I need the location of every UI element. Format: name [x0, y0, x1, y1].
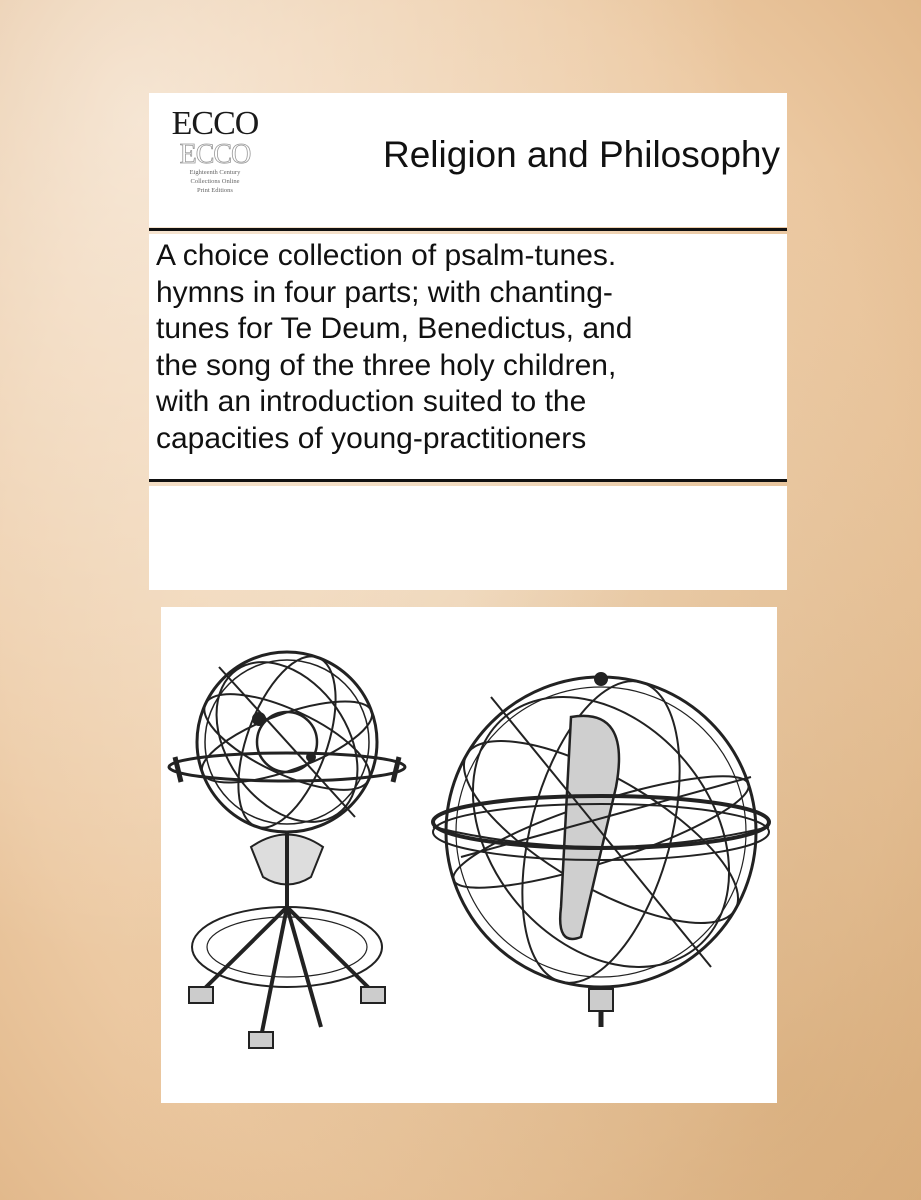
- logo-caption-line: Print Editions: [197, 187, 233, 194]
- book-title-line: the song of the three holy children,: [156, 348, 617, 382]
- book-title-line: with an introduction suited to the: [156, 385, 587, 418]
- book-title-line: A choice collection of psalm-tunes.: [156, 239, 617, 272]
- book-title-line: hymns in four parts; with chanting-: [156, 275, 613, 309]
- book-title-line: capacities of young-practitioners: [156, 421, 587, 455]
- logo-caption-line: Eighteenth Century: [189, 169, 241, 176]
- ecco-logo-mark: ECCO: [171, 105, 259, 142]
- ecco-logo-outline: ECCO: [179, 139, 251, 170]
- illustration: [161, 607, 777, 1103]
- armillary-sphere-icon: [420, 646, 777, 1027]
- blank-panel: [149, 486, 787, 590]
- book-title: [156, 238, 781, 457]
- armillary-sphere-on-stand-icon: [169, 636, 405, 1048]
- logo-caption-line: Collections Online: [190, 178, 240, 185]
- book-title-line: tunes for Te Deum, Benedictus, and: [156, 312, 633, 345]
- bottom-divider: [149, 479, 787, 482]
- series-title: Religion and Philosophy: [383, 134, 780, 175]
- top-divider: [149, 228, 787, 231]
- ecco-logo: [160, 104, 270, 214]
